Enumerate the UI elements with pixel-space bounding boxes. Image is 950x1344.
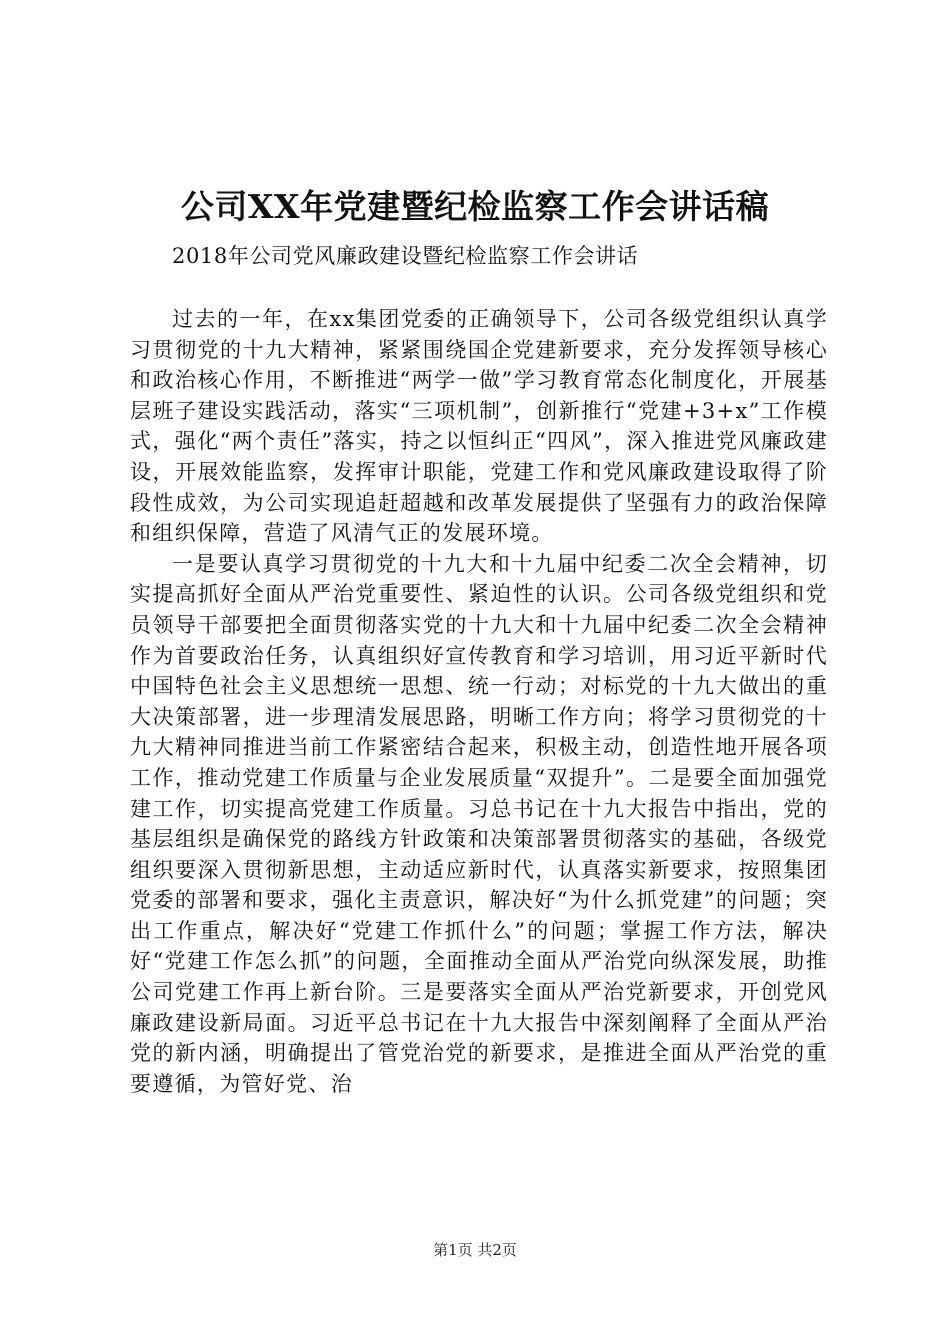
body-paragraph: 一是要认真学习贯彻党的十九大和十九届中纪委二次全会精神，切实提高抓好全面从严治党重要性、紧迫性的认识。公司各级党组织和党员领导干部要把全面贯彻落实党的十九大和十九届中纪委二次全会精神作为首要政治任务，认真组织好宣传教育和学习培训，用习近平新时代中国特色社会主义思想统一思想、统一行动；对标党的十九大做出的重大决策部署，进一步理清发展思路，明晰工作方向；将学习贯彻党的十九大精神同推进当前工作紧密结合起来，积极主动，创造性地开展各项工作，推动党建工作质量与企业发展质量“双提升”。二是要全面加强党建工作，切实提高党建工作质量。习总书记在十九大报告中指出，党的基层组织是确保党的路线方针政策和决策部署贯彻落实的基础，各级党组织要深入贯彻新思想，主动适应新时代，认真落实新要求，按照集团党委的部署和要求，强化主责意识，解决好“为什么抓党建”的问题；突出工作重点，解决好“党建工作抓什么”的问题；掌握工作方法，解决好“党建工作怎么抓”的问题，全面推动全面从严治党向纵深发展，助推公司党建工作再上新台阶。三是要落实全面从严治党新要求，开创党风廉政建设新局面。习近平总书记在十九大报告中深刻阐释了全面从严治党的新内涵，明确提出了管党治党的新要求，是推进全面从严治党的重要遵循，为管好党、治: [130, 551, 828, 1096]
document-subtitle: 2018年公司党风廉政建设暨纪检监察工作会讲话: [172, 244, 639, 268]
document-body: [130, 304, 828, 1099]
body-paragraph: 过去的一年，在xx集团党委的正确领导下，公司各级党组织认真学习贯彻党的十九大精神，紧紧围绕国企党建新要求，充分发挥领导核心和政治核心作用，不断推进“两学一做”学习教育常态化制度化，开展基层班子建设实践活动，落实“三项机制”，创新推行“党建+3+x”工作模式，强化“两个责任”落实，持之以恒纠正“四风”，深入推进党风廉政建设，开展效能监察，发挥审计职能，党建工作和党风廉政建设取得了阶段性成效，为公司实现追赶超越和改革发展提供了坚强有力的政治保障和组织保障，营造了风清气正的发展环境。: [130, 307, 828, 546]
document-title: 公司XX年党建暨纪检监察工作会讲话稿: [180, 187, 770, 226]
page-number-footer: 第1页 共2页: [433, 1241, 517, 1259]
